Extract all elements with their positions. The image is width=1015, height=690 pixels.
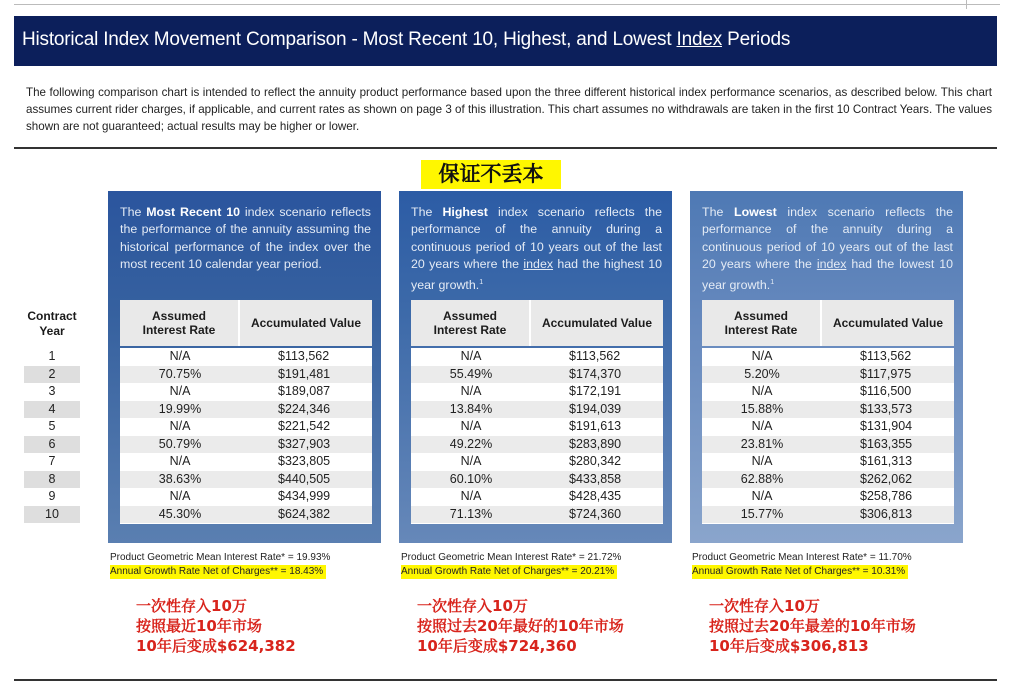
top-tick: [966, 0, 967, 9]
table-row: [411, 506, 663, 524]
rate-cell: N/A: [751, 349, 773, 363]
table-header: [411, 300, 663, 346]
note-line: 10年后变成$624,382: [136, 637, 296, 655]
page-title-text: Historical Index Movement Comparison - Most Recent 10, Highest, and Lowest: [22, 29, 677, 50]
table-row: [120, 453, 372, 471]
note-line: 按照过去20年最差的10年市场: [709, 617, 916, 635]
rate-cell: 15.88%: [740, 401, 784, 416]
desc-emphasis: Most Recent 10: [146, 205, 240, 219]
desc-text: The: [702, 205, 735, 219]
accumulated-value-header: Accumulated Value: [832, 316, 944, 330]
assumed-rate-header-line2: Interest Rate: [724, 323, 798, 337]
value-cell: $113,562: [569, 349, 621, 363]
annual-growth-rate: Annual Growth Rate Net of Charges** = 20.21%: [401, 565, 617, 579]
note-line: 按照过去20年最好的10年市场: [417, 617, 624, 635]
highlight-stamp: 保证不丢本: [421, 160, 561, 189]
accumulated-value-header: Accumulated Value: [250, 316, 362, 330]
rate-cell: N/A: [460, 454, 482, 468]
rate-cell: N/A: [460, 384, 482, 398]
table-row: [411, 453, 663, 471]
footnote-ref: 1: [479, 278, 484, 286]
table-row: [411, 401, 663, 419]
value-cell: $327,903: [278, 436, 331, 451]
geometric-mean-rate: Product Geometric Mean Interest Rate* = 11.70%: [692, 552, 912, 563]
desc-text: The: [120, 205, 147, 219]
value-cell: $323,805: [278, 454, 331, 468]
bottom-divider: [14, 679, 997, 681]
rate-cell: N/A: [751, 419, 773, 433]
contract-year-header-line2: Year: [39, 324, 65, 338]
rate-cell: N/A: [169, 419, 191, 433]
table-row: [120, 383, 372, 401]
value-cell: $189,087: [278, 384, 331, 398]
rate-cell: 71.13%: [449, 506, 493, 521]
value-cell: $131,904: [860, 419, 913, 433]
footnote-ref: 1: [770, 278, 775, 286]
annotation-note: [136, 596, 296, 656]
value-cell: $194,039: [569, 401, 622, 416]
note-line: 一次性存入10万: [709, 597, 820, 615]
assumed-rate-header-line1: Assumed: [151, 309, 206, 323]
table-body: [411, 348, 663, 524]
table-row: [411, 348, 663, 366]
accumulated-value-header: Accumulated Value: [541, 316, 653, 330]
top-rule: [14, 4, 1000, 5]
rate-cell: 15.77%: [740, 506, 784, 521]
rate-cell: 19.99%: [158, 401, 202, 416]
geometric-mean-rate: Product Geometric Mean Interest Rate* = 19.93%: [110, 552, 331, 563]
index-link[interactable]: Index: [676, 29, 723, 50]
table-body: [120, 348, 372, 524]
table-body: [702, 348, 954, 524]
table-row: [702, 436, 954, 454]
contract-year-header: [24, 309, 80, 339]
scenario-stats: [401, 551, 621, 579]
table-row: [702, 401, 954, 419]
section-divider: [14, 147, 997, 149]
value-cell: $113,562: [278, 349, 330, 363]
value-cell: $434,999: [278, 489, 331, 503]
value-cell: $191,481: [278, 366, 331, 381]
assumed-rate-header-line2: Interest Rate: [142, 323, 216, 337]
table-row: [120, 348, 372, 366]
value-cell: $113,562: [860, 349, 912, 363]
value-cell: $117,975: [860, 366, 912, 381]
value-cell: $433,858: [569, 471, 622, 486]
table-row: [120, 436, 372, 454]
page-title: [22, 29, 790, 51]
rate-cell: N/A: [460, 349, 482, 363]
contract-year-cell: 8: [24, 471, 80, 489]
scenario-panel-lowest: [690, 191, 963, 543]
desc-text: index scenario reflects the performance of the annuity assuming the historical performance of the index over the most recent 10 calendar year period.: [120, 205, 371, 272]
rate-cell: N/A: [169, 349, 191, 363]
note-line: 按照最近10年市场: [136, 617, 262, 635]
table-row: [702, 471, 954, 489]
value-cell: $724,360: [569, 506, 622, 521]
note-line: 一次性存入10万: [417, 597, 528, 615]
rate-cell: 60.10%: [449, 471, 493, 486]
contract-year-cell: 10: [24, 506, 80, 524]
index-link[interactable]: index: [523, 257, 554, 272]
table-row: [702, 418, 954, 436]
desc-text: index scenario reflects the performance of the annuity during a continuous period of 10 years out of the last 20 years where the: [702, 205, 954, 272]
intro-paragraph: The following comparison chart is intended to reflect the annuity product performance based upon the three different historical index performance scenarios, as described below. This chart assumes current rider charges, if applicable, and current rates as shown on page 3 of this illustration. This chart assumes no withdrawals are taken in the first 10 Contract Years. The values shown are not guaranteed; actual results may be higher or lower.: [26, 86, 992, 133]
contract-year-cell: 3: [48, 384, 56, 398]
desc-text: had the highest 10 year growth.: [411, 257, 663, 292]
table-row: [411, 366, 663, 384]
contract-year-cell: 9: [48, 489, 56, 503]
scenario-stats: [692, 551, 912, 579]
rate-cell: N/A: [169, 384, 191, 398]
desc-text: The: [411, 205, 443, 219]
value-cell: $306,813: [860, 506, 913, 521]
rate-cell: 50.79%: [158, 436, 202, 451]
rate-cell: N/A: [751, 454, 773, 468]
geometric-mean-rate: Product Geometric Mean Interest Rate* = 21.72%: [401, 552, 622, 563]
rate-cell: N/A: [460, 489, 482, 503]
index-link[interactable]: index: [816, 257, 847, 272]
value-cell: $172,191: [569, 384, 622, 398]
value-cell: $133,573: [860, 401, 913, 416]
contract-year-cell: 4: [24, 401, 80, 419]
annotation-note: [709, 596, 916, 656]
table-row: [702, 366, 954, 384]
table-row: [120, 488, 372, 506]
table-row: [120, 418, 372, 436]
table-row: [411, 383, 663, 401]
rate-cell: 45.30%: [158, 506, 202, 521]
scenario-stats: [110, 551, 330, 579]
scenario-description: [120, 204, 371, 274]
scenario-description: [702, 204, 953, 294]
value-cell: $116,500: [860, 384, 912, 398]
rate-cell: 70.75%: [158, 366, 202, 381]
value-cell: $280,342: [569, 454, 622, 468]
desc-text: index scenario reflects the performance of the annuity during a continuous period of 10 years out of the last 20 years where the: [411, 205, 662, 272]
note-line: 10年后变成$306,813: [709, 637, 869, 655]
rate-cell: N/A: [169, 489, 191, 503]
table-row: [120, 401, 372, 419]
annual-growth-rate: Annual Growth Rate Net of Charges** = 18.43%: [110, 565, 326, 579]
rate-cell: N/A: [460, 419, 482, 433]
value-cell: $440,505: [278, 471, 331, 486]
value-cell: $428,435: [569, 489, 622, 503]
value-cell: $262,062: [860, 471, 913, 486]
value-cell: $161,313: [860, 454, 913, 468]
rate-cell: N/A: [751, 384, 773, 398]
contract-year-cell: 1: [48, 349, 56, 363]
assumed-rate-header: [702, 300, 822, 346]
rate-cell: N/A: [751, 489, 773, 503]
desc-emphasis: Lowest: [734, 205, 777, 219]
desc-text: had the lowest 10 year growth.: [702, 257, 953, 292]
scenario-description: [411, 204, 662, 294]
table-header: [702, 300, 954, 346]
table-row: [702, 383, 954, 401]
contract-year-column: [24, 348, 80, 523]
table-row: [702, 506, 954, 524]
table-row: [120, 471, 372, 489]
title-bar: [14, 16, 997, 66]
contract-year-cell: 7: [48, 454, 56, 468]
value-cell: $258,786: [860, 489, 913, 503]
rate-cell: 5.20%: [744, 366, 780, 381]
table-row: [702, 348, 954, 366]
rate-cell: 49.22%: [449, 436, 493, 451]
assumed-rate-header: [411, 300, 531, 346]
rate-cell: 23.81%: [740, 436, 784, 451]
table-row: [120, 506, 372, 524]
assumed-rate-header-line2: Interest Rate: [433, 323, 507, 337]
table-header: [120, 300, 372, 346]
assumed-rate-header-line1: Assumed: [442, 309, 497, 323]
page-title-suffix: Periods: [722, 29, 791, 50]
table-row: [702, 453, 954, 471]
table-row: [411, 471, 663, 489]
scenario-panel-highest: [399, 191, 672, 543]
rate-cell: 13.84%: [449, 401, 493, 416]
table-row: [411, 488, 663, 506]
table-row: [411, 436, 663, 454]
scenario-panel-most-recent: [108, 191, 381, 543]
assumed-rate-header: [120, 300, 240, 346]
value-cell: $163,355: [860, 436, 913, 451]
annual-growth-rate: Annual Growth Rate Net of Charges** = 10.31%: [692, 565, 908, 579]
annotation-note: [417, 596, 624, 656]
assumed-rate-header-line1: Assumed: [733, 309, 788, 323]
rate-cell: 62.88%: [740, 471, 784, 486]
note-line: 10年后变成$724,360: [417, 637, 577, 655]
value-cell: $191,613: [569, 419, 622, 433]
rate-cell: N/A: [169, 454, 191, 468]
rate-cell: 55.49%: [449, 366, 493, 381]
value-cell: $174,370: [569, 366, 622, 381]
table-row: [411, 418, 663, 436]
table-row: [702, 488, 954, 506]
value-cell: $221,542: [278, 419, 331, 433]
rate-cell: 38.63%: [158, 471, 202, 486]
desc-emphasis: Highest: [442, 205, 488, 219]
value-cell: $283,890: [569, 436, 622, 451]
contract-year-cell: 6: [24, 436, 80, 454]
contract-year-cell: 5: [48, 419, 56, 433]
note-line: 一次性存入10万: [136, 597, 247, 615]
value-cell: $224,346: [278, 401, 331, 416]
contract-year-header-line1: Contract: [27, 309, 77, 323]
value-cell: $624,382: [278, 506, 331, 521]
contract-year-cell: 2: [24, 366, 80, 384]
table-row: [120, 366, 372, 384]
